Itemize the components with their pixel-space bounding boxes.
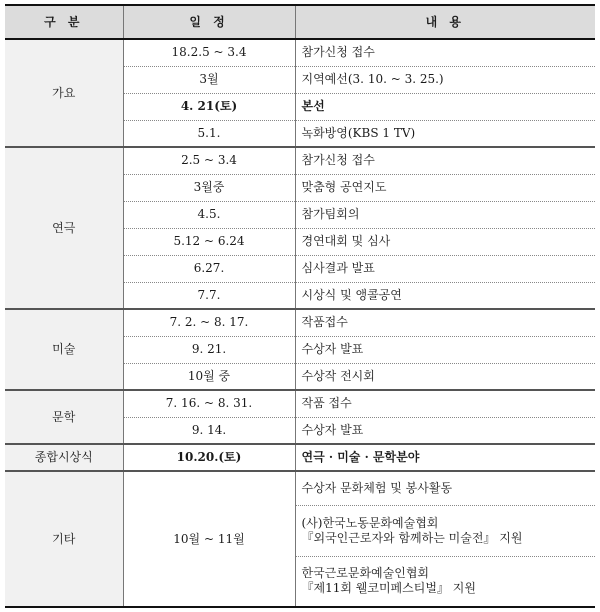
date-cell: 5.1. (123, 120, 295, 147)
table-row (5, 471, 595, 505)
content-cell (295, 505, 595, 556)
date-cell: 10월 중 (123, 363, 295, 390)
content-cell: 참가신청 접수 (295, 39, 595, 66)
category-cell: 종합시상식 (5, 444, 123, 471)
category-cell: 문학 (5, 390, 123, 444)
date-cell: 9. 14. (123, 417, 295, 444)
table-row (5, 390, 595, 417)
content-cell: 작품 접수 (295, 390, 595, 417)
category-cell: 기타 (5, 471, 123, 607)
date-cell: 6.27. (123, 255, 295, 282)
content-cell: 시상식 및 앵콜공연 (295, 282, 595, 309)
content-cell: 연극 · 미술 · 문학분야 (295, 444, 595, 471)
table-header-row (5, 5, 595, 39)
content-cell: 녹화방영(KBS 1 TV) (295, 120, 595, 147)
content-cell: 맞춤형 공연지도 (295, 174, 595, 201)
content-cell: 수상작 전시회 (295, 363, 595, 390)
date-cell: 4.5. (123, 201, 295, 228)
date-cell: 7. 16. ~ 8. 31. (123, 390, 295, 417)
category-cell: 가요 (5, 39, 123, 147)
date-cell: 9. 21. (123, 336, 295, 363)
content-cell: 참가신청 접수 (295, 147, 595, 174)
content-multiline: (사)한국노동문화예술협회 『외국인근로자와 함께하는 미술전』 지원 (301, 515, 523, 545)
content-cell: 경연대회 및 심사 (295, 228, 595, 255)
date-cell: 10월 ~ 11월 (123, 471, 295, 607)
date-cell: 3월 (123, 66, 295, 93)
content-cell: 수상자 문화체험 및 봉사활동 (295, 471, 595, 505)
schedule-table (5, 4, 595, 608)
content-cell (295, 556, 595, 607)
header-schedule: 일 정 (123, 5, 295, 39)
category-cell: 연극 (5, 147, 123, 309)
date-cell: 18.2.5 ~ 3.4 (123, 39, 295, 66)
table-row (5, 39, 595, 66)
date-cell: 4. 21(토) (123, 93, 295, 120)
category-cell: 미술 (5, 309, 123, 390)
date-cell: 5.12 ~ 6.24 (123, 228, 295, 255)
content-cell: 본선 (295, 93, 595, 120)
header-category: 구 분 (5, 5, 123, 39)
header-content: 내 용 (295, 5, 595, 39)
table-row (5, 444, 595, 471)
table-row (5, 309, 595, 336)
date-cell: 7.7. (123, 282, 295, 309)
date-cell: 7. 2. ~ 8. 17. (123, 309, 295, 336)
content-cell: 작품접수 (295, 309, 595, 336)
table-row (5, 147, 595, 174)
date-cell: 10.20.(토) (123, 444, 295, 471)
content-cell: 심사결과 발표 (295, 255, 595, 282)
content-multiline: 한국근로문화예술인협회 『제11회 웰코미페스티벌』 지원 (301, 566, 476, 596)
content-cell: 지역예선(3. 10. ~ 3. 25.) (295, 66, 595, 93)
date-cell: 3월중 (123, 174, 295, 201)
content-cell: 참가팀회의 (295, 201, 595, 228)
content-cell: 수상자 발표 (295, 417, 595, 444)
content-cell: 수상자 발표 (295, 336, 595, 363)
date-cell: 2.5 ~ 3.4 (123, 147, 295, 174)
